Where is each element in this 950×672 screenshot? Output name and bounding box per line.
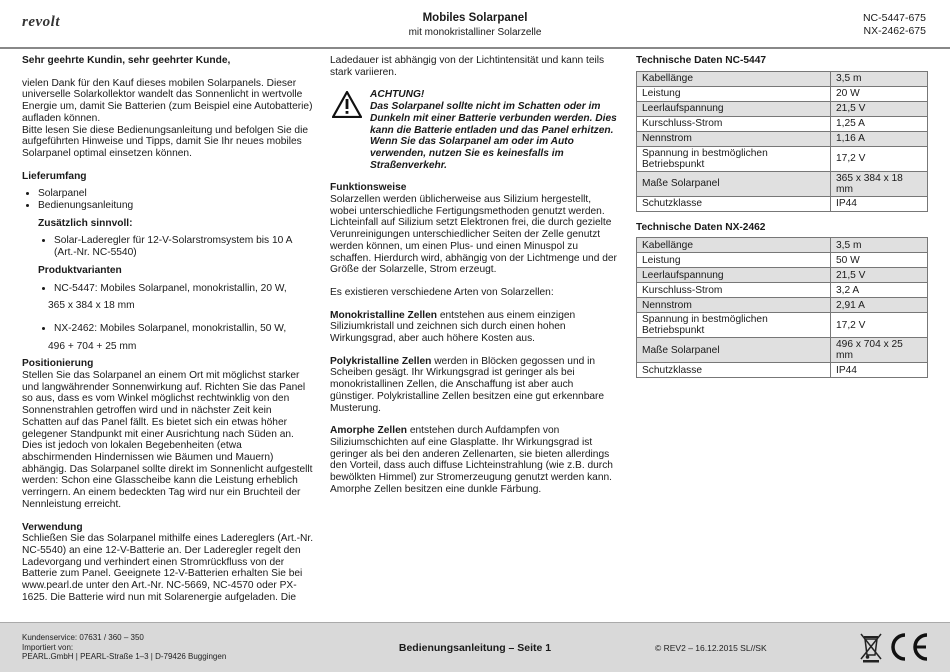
spec-label: Nennstrom xyxy=(637,298,831,313)
spec-value: 20 W xyxy=(831,86,928,101)
spec-table-nc5447 xyxy=(636,71,928,212)
spec-table-nx2462 xyxy=(636,237,928,378)
footer-line: Importiert von: xyxy=(22,642,74,652)
header-divider xyxy=(0,47,950,49)
table-row xyxy=(637,146,928,171)
spec-label: Maße Solarpanel xyxy=(637,338,831,363)
intro-paragraph: vielen Dank für den Kauf dieses mobilen Solarpanels. Dieser universelle Solarkollektor wandelt das Sonnenlicht in wertvolle Energie um, damit Sie Batterien (zum Beispiel eine Autobatterie) aufladen können. xyxy=(22,77,313,124)
body-paragraph: Schließen Sie das Solarpanel mithilfe eines Ladereglers (Art.-Nr. NC-5540) an eine 12-V-Batterie an. Der Laderegler regelt den Ladevorgang und verhindert einen Stromrückfluss von der Batterie zum Panel. Geeignete 12-V-Batterien erhalten Sie bei www.pearl.de unter den Art.-Nr. NC-5669, NC-4570 oder PX-1625. Die Batterie wird nun mit Solarenergie aufgeladen. Die xyxy=(22,533,314,603)
cell-type-text: werden in Blöcken gegossen und in Scheiben gesägt. Ihr Wirkungsgrad ist geringer als bei monokristallinen Zellen, die Anschaffung ist aber auch günstiger. Polykristalline Zellen besitzen eine gut erkennbare Musterung. xyxy=(330,355,605,414)
section-heading: Lieferumfang xyxy=(22,170,87,182)
table-row xyxy=(637,196,928,211)
section-heading: Produktvarianten xyxy=(38,264,122,276)
table-heading: Technische Daten NC-5447 xyxy=(636,55,767,66)
page-footer xyxy=(0,622,950,672)
table-row xyxy=(637,298,928,313)
table-row xyxy=(637,238,928,253)
page-number: Bedienungsanleitung – Seite 1 xyxy=(398,642,552,654)
spec-label: Kurschluss-Strom xyxy=(637,283,831,298)
warning-text: Das Solarpanel sollte nicht im Schatten oder im Dunkeln mit einer Batterie verbunden werden. Dies kann die Batterie entladen und das Panel erhitzen. Wenn Sie das Solarpanel am oder im Auto verwenden, nutzen Sie es keinesfalls im Straßenverkehr. xyxy=(370,101,617,171)
cell-type-paragraph xyxy=(330,425,620,495)
section-heading: Verwendung xyxy=(22,521,83,533)
cell-type-paragraph xyxy=(330,310,620,345)
spec-label: Spannung in bestmöglichen Betriebspunkt xyxy=(637,146,831,171)
spec-value: 21,5 V xyxy=(831,101,928,116)
spec-value: IP44 xyxy=(831,196,928,211)
warning-box xyxy=(330,89,620,171)
spec-value: 2,91 A xyxy=(831,298,928,313)
spec-value: 50 W xyxy=(831,253,928,268)
column-left xyxy=(22,55,314,603)
table-row xyxy=(637,116,928,131)
spec-label: Kurschluss-Strom xyxy=(637,116,831,131)
table-row xyxy=(637,283,928,298)
revision-note: © REV2 – 16.12.2015 SL//SK xyxy=(655,643,767,653)
spec-value: 1,25 A xyxy=(831,116,928,131)
intro-paragraph: Bitte lesen Sie diese Bedienungsanleitung und befolgen Sie die aufgeführten Hinweise und Tipps, damit Sie Ihr neues mobiles Solarpanel optimal einsetzen können. xyxy=(22,124,309,159)
page-header xyxy=(0,0,950,48)
spec-label: Leerlaufspannung xyxy=(637,268,831,283)
delivery-list xyxy=(22,188,314,211)
list-item: • NX-2462: Mobiles Solarpanel, monokristallin, 50 W, xyxy=(54,323,314,335)
spec-label: Schutzklasse xyxy=(637,196,831,211)
section-heading: Funktionsweise xyxy=(330,182,407,194)
table-row xyxy=(637,313,928,338)
list-item: • Bedienungsanleitung xyxy=(38,200,314,212)
spec-label: Nennstrom xyxy=(637,131,831,146)
spec-value: IP44 xyxy=(831,363,928,378)
footer-line: Kundenservice: 07631 / 360 – 350 xyxy=(22,633,144,642)
warning-triangle-icon xyxy=(332,91,362,118)
product-code: NX-2462-675 xyxy=(863,25,926,37)
doc-subtitle: mit monokristalliner Solarzelle xyxy=(408,27,542,38)
variant-size: 496 + 704 + 25 mm xyxy=(48,340,137,352)
spec-value: 365 x 384 x 18 mm xyxy=(831,171,928,196)
accessory-list xyxy=(38,235,314,258)
column-middle xyxy=(330,55,620,496)
greeting: Sehr geehrte Kundin, sehr geehrter Kunde, xyxy=(22,55,231,66)
spec-label: Spannung in bestmöglichen Betriebspunkt xyxy=(637,313,831,338)
variant-list xyxy=(38,283,314,295)
body-paragraph: Ladedauer ist abhängig von der Lichtintensität und kann teils stark variieren. xyxy=(330,55,605,78)
weee-bin-icon xyxy=(860,631,882,663)
cell-type-text: entstehen durch Aufdampfen von Siliziumschichten auf eine Glasplatte. Ihr Wirkungsgrad ist geringer als bei den anderen Zellenarten, sie bieten allerdings den Vorteil, dass auch diffuse Lichteinstrahlung (wie z.B. durch bewölkten Himmel) zur Stromerzeugung genutzt werden kann. Amorphe Zellen besitzen eine dunkle Färbung. xyxy=(330,425,613,495)
table-heading: Technische Daten NX-2462 xyxy=(636,221,766,233)
footer-line: PEARL.GmbH | PEARL-Straße 1–3 | D-79426 Buggingen xyxy=(22,652,227,661)
spec-label: Maße Solarpanel xyxy=(637,171,831,196)
product-codes xyxy=(863,12,926,38)
spec-value: 496 x 704 x 25 mm xyxy=(831,338,928,363)
variant-size: 365 x 384 x 18 mm xyxy=(48,300,135,312)
product-code: NC-5447-675 xyxy=(862,12,926,24)
ce-mark-icon xyxy=(886,632,930,662)
table-row xyxy=(637,101,928,116)
spec-value: 1,16 A xyxy=(831,131,928,146)
table-row xyxy=(637,338,928,363)
spec-label: Leistung xyxy=(637,253,831,268)
cell-type-text: entstehen aus einem einzigen Siliziumkristall und zeichnen sich durch einen hohen Wirkungsgrad, aber auch höhere Kosten aus. xyxy=(330,309,576,345)
spec-value: 21,5 V xyxy=(831,268,928,283)
cell-type-label: Polykristalline Zellen xyxy=(330,355,432,367)
cell-type-paragraph xyxy=(330,356,620,415)
table-row xyxy=(637,131,928,146)
body-paragraph: Es existieren verschiedene Arten von Solarzellen: xyxy=(330,286,554,298)
list-item: • Solar-Laderegler für 12-V-Solarstromsystem bis 10 A (Art.-Nr. NC-5540) xyxy=(54,235,314,258)
section-heading: Zusätzlich sinnvoll: xyxy=(38,217,133,229)
spec-label: Kabellänge xyxy=(637,71,831,86)
cell-type-label: Monokristalline Zellen xyxy=(330,309,437,321)
column-right xyxy=(636,55,928,378)
spec-label: Schutzklasse xyxy=(637,363,831,378)
brand-logo: revolt xyxy=(22,14,60,30)
list-item: • NC-5447: Mobiles Solarpanel, monokristallin, 20 W, xyxy=(54,283,314,295)
section-heading: Positionierung xyxy=(22,358,94,370)
spec-value: 17,2 V xyxy=(831,313,928,338)
table-row xyxy=(637,363,928,378)
list-item: • Solarpanel xyxy=(38,188,314,200)
doc-title: Mobiles Solarpanel xyxy=(422,12,528,24)
variant-list xyxy=(38,323,314,335)
spec-value: 17,2 V xyxy=(831,146,928,171)
spec-value: 3,5 m xyxy=(831,71,928,86)
warning-title: ACHTUNG! xyxy=(370,89,425,101)
table-row xyxy=(637,253,928,268)
spec-label: Kabellänge xyxy=(637,238,831,253)
table-row xyxy=(637,268,928,283)
table-row xyxy=(637,86,928,101)
table-row xyxy=(637,71,928,86)
spec-value: 3,5 m xyxy=(831,238,928,253)
spec-label: Leistung xyxy=(637,86,831,101)
spec-label: Leerlaufspannung xyxy=(637,101,831,116)
body-paragraph: Solarzellen werden üblicherweise aus Silizium hergestellt, wobei unterschiedliche Fertigungsmethoden genutzt werden. Lichteinfall auf Silizium setzt Elektronen frei, die durch gezielte Verunreinigungen unterschiedlicher Seiten der Zelle genutzt werden können, um einen Plus- und einen Minuspol zu schaffen. Hierdurch wird, abhängig von der Lichtmenge und der Größe der Solarzelle, Strom erzeugt. xyxy=(330,194,617,276)
table-row xyxy=(637,171,928,196)
spec-value: 3,2 A xyxy=(831,283,928,298)
cell-type-label: Amorphe Zellen xyxy=(330,425,407,437)
body-paragraph: Stellen Sie das Solarpanel an einem Ort mit möglichst starker und langwährender Sonnenwirkung auf. Richten Sie das Panel so aus, dass es vom Winkel möglichst rechtwinklig von den Sonnenstrahlen getroffen wird und in nächster Zeit kein Schatten auf das Panel fällt. Es bietet sich ein etwas höher gelegener Standpunkt mit einer Ausrichtung nach Süden an. Dies ist jedoch von lokalen Begebenheiten (etwa abschirmenden Hindernissen wie Bäumen und Mauern) abhängig. Das Solarpanel sollte direkt im Sonnenlicht aufgestellt werden: Schon eine Glasscheibe kann die Leistung erheblich verringern. An einem bedeckten Tag wird nur ein Bruchteil der Nennleistung erreicht. xyxy=(22,370,313,510)
